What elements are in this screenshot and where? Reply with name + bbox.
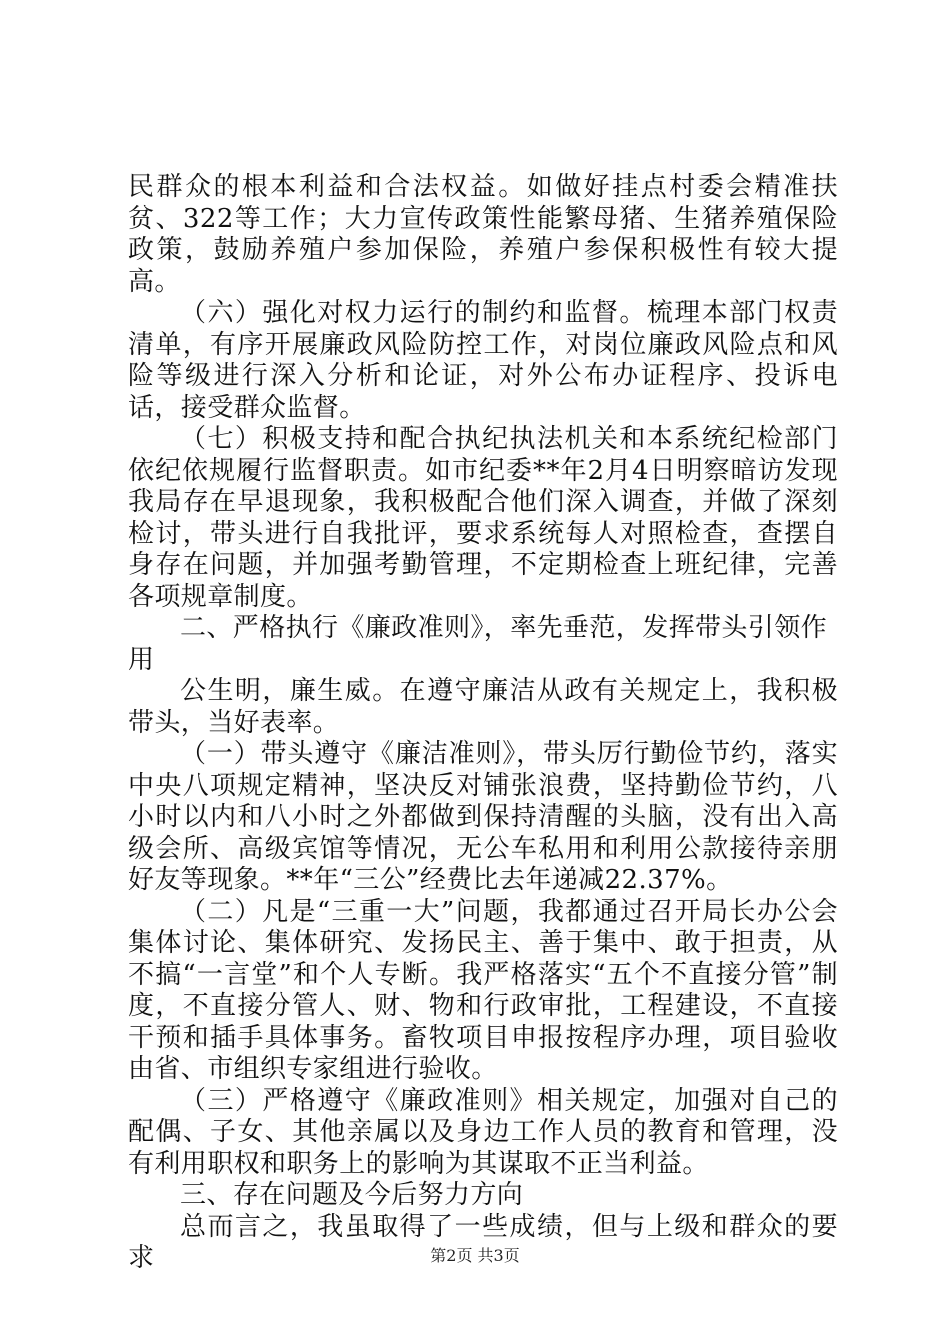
paragraph-section-3-intro: 总而言之，我虽取得了一些成绩，但与上级和群众的要求 — [128, 1211, 838, 1273]
paragraph-continuation: 民群众的根本利益和合法权益。如做好挂点村委会精准扶贫、322等工作；大力宣传政策性能繁母猪、生猪养殖保险政策，鼓励养殖户参加保险，养殖户参保积极性有较大提高。 — [128, 172, 838, 297]
page-footer: 第2页 共3页 — [430, 1246, 520, 1265]
section-heading-3: 三、存在问题及今后努力方向 — [180, 1180, 524, 1210]
paragraph-section-2-intro: 公生明，廉生威。在遵守廉洁从政有关规定上，我积极带头，当好表率。 — [128, 676, 838, 738]
paragraph-item-7: （七）积极支持和配合执纪执法机关和本系统纪检部门依纪依规履行监督职责。如市纪委**年2月4日明察暗访发现我局存在早退现象，我积极配合他们深入调查，并做了深刻检讨，带头进行自我批评，要求系统每人对照检查，查摆自身存在问题，并加强考勤管理，不定期检查上班纪律，完善各项规章制度。 — [128, 424, 838, 612]
paragraph-item-2: （二）凡是“三重一大”问题，我都通过召开局长办公会集体讨论、集体研究、发扬民主、善于集中、敢于担责，从不搞“一言堂”和个人专断。我严格落实“五个不直接分管”制度，不直接分管人、财、物和行政审批，工程建设，不直接干预和插手具体事务。畜牧项目申报按程序办理，项目验收由省、市组织专家组进行验收。 — [128, 896, 838, 1084]
document-body — [128, 172, 838, 1275]
paragraph-item-6: （六）强化对权力运行的制约和监督。梳理本部门权责清单，有序开展廉政风险防控工作，对岗位廉政风险点和风险等级进行深入分析和论证，对外公布办证程序、投诉电话，接受群众监督。 — [128, 298, 838, 423]
section-heading-2: 二、严格执行《廉政准则》，率先垂范，发挥带头引领作用 — [128, 613, 828, 675]
paragraph-item-1: （一）带头遵守《廉洁准则》，带头厉行勤俭节约，落实中央八项规定精神，坚决反对铺张浪费，坚持勤俭节约，八小时以内和八小时之外都做到保持清醒的头脑，没有出入高级会所、高级宾馆等情况，无公车私用和利用公款接待亲朋好友等现象。**年“三公”经费比去年递减22.37%。 — [128, 739, 838, 895]
paragraph-item-3: （三）严格遵守《廉政准则》相关规定，加强对自己的配偶、子女、其他亲属以及身边工作人员的教育和管理，没有利用职权和职务上的影响为其谋取不正当利益。 — [128, 1085, 838, 1179]
